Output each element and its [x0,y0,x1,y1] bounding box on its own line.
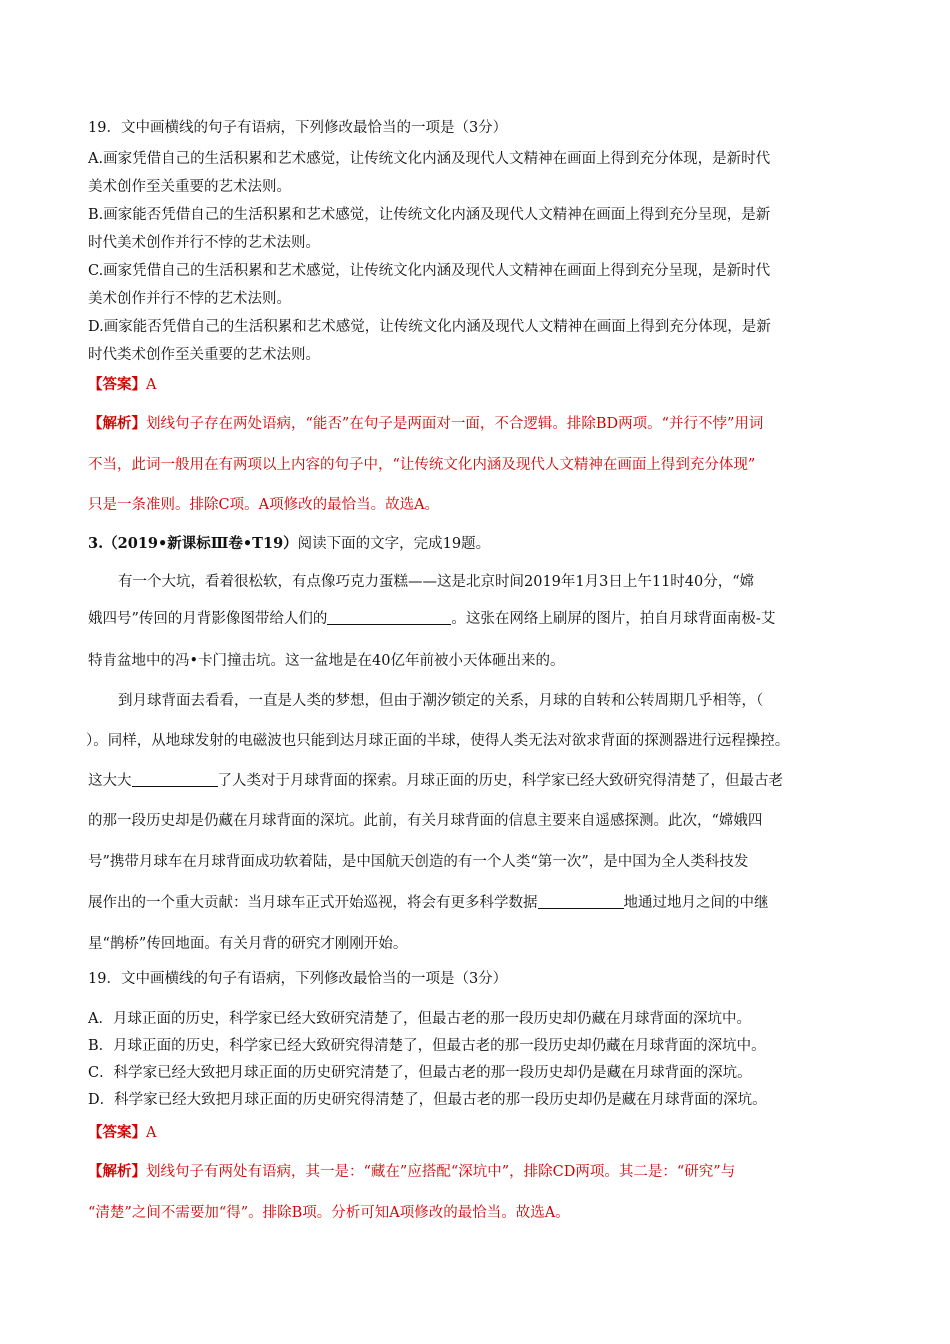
passage-p2-line-4: 的那一段历史却是仍藏在月球背面的深坑。此前，有关月球背面的信息主要来自遥感探测。此次，“嫦娥四 [88,813,763,829]
answer-label-2: 【答案】 [88,1124,146,1141]
option-c-2: C．科学家已经大致把月球正面的历史研究清楚了，但最古老的那一段历史却仍是藏在月球背面的深坑。 [88,1065,752,1081]
option-d-line-2: 时代类术创作至关重要的艺术法则。 [88,347,320,363]
passage-text: 了人类对于月球背面的探索。月球正面的历史，科学家已经大致研究得清楚了，但最古老 [217,773,783,789]
fill-blank-2 [132,772,218,787]
analysis-line-1 [88,414,763,434]
option-c-line-1: C.画家凭借自己的生活积累和艺术感觉，让传统文化内涵及现代人文精神在画面上得到充分呈现，是新时代 [88,263,771,279]
answer-line [88,375,156,395]
passage-p2-line-1: 到月球背面去看看，一直是人类的梦想，但由于潮汐锁定的关系，月球的自转和公转周期几乎相等，（ [118,693,764,709]
option-a-2: A．月球正面的历史，科学家已经大致研究清楚了，但最古老的那一段历史却仍藏在月球背面的深坑中。 [88,1011,751,1027]
option-b-line-2: 时代美术创作并行不悖的艺术法则。 [88,235,320,251]
analysis-2-line-2: “清楚”之间不需要加“得”。排除B项。分析可知A项修改的最恰当。故选A。 [88,1205,570,1221]
passage-text: 。这张在网络上刷屏的图片，拍自月球背面南极-艾 [451,611,776,627]
question-19-stem: 19．文中画横线的句子有语病，下列修改最恰当的一项是（3分） [88,120,508,136]
passage-p2-line-3 [88,771,783,791]
option-d-line-1: D.画家能否凭借自己的生活积累和艺术感觉，让传统文化内涵及现代人文精神在画面上得到充分体现，是新 [88,319,771,335]
analysis-line-3: 只是一条准则。排除C项。A项修改的最恰当。故选A。 [88,497,440,513]
answer-value: A [146,377,157,393]
option-b-2: B．月球正面的历史，科学家已经大致研究得清楚了，但最古老的那一段历史却仍藏在月球背面的深坑中。 [88,1038,766,1054]
answer-line-2 [88,1123,156,1143]
passage-p2-line-6 [88,893,769,913]
analysis-label: 【解析】 [88,415,146,432]
passage-p1-line-1: 有一个大坑，看着很松软，有点像巧克力蛋糕——这是北京时间2019年1月3日上午11时40分，“嫦 [118,574,755,590]
passage-p1-line-3: 特肯盆地中的冯•卡门撞击坑。这一盆地是在40亿年前被小天体砸出来的。 [88,653,565,669]
option-a-line-1: A.画家凭借自己的生活积累和艺术感觉，让传统文化内涵及现代人文精神在画面上得到充分体现，是新时代 [88,151,771,167]
option-b-line-1: B.画家能否凭借自己的生活积累和艺术感觉，让传统文化内涵及现代人文精神在画面上得到充分呈现，是新 [88,207,771,223]
section-heading [88,534,490,554]
passage-text: 这大大 [88,773,132,789]
passage-p1-line-2 [88,609,775,629]
section-heading-instruction: 阅读下面的文字，完成19题。 [297,536,491,552]
passage-p2-line-5: 号”携带月球车在月球背面成功软着陆，是中国航天创造的有一个人类“第一次”，是中国为全人类科技发 [88,854,749,870]
fill-blank-1 [327,610,451,625]
analysis-line-2: 不当，此词一般用在有两项以上内容的句子中，“让传统文化内涵及现代人文精神在画面上得到充分体现” [88,457,756,473]
passage-p2-line-2: ）。同样，从地球发射的电磁波也只能到达月球正面的半球，使得人类无法对欲求背面的探测器进行远程操控。 [86,733,790,749]
answer-label: 【答案】 [88,376,146,393]
option-c-line-2: 美术创作并行不悖的艺术法则。 [88,291,291,307]
question-19-stem-2: 19．文中画横线的句子有语病，下列修改最恰当的一项是（3分） [88,971,508,987]
analysis-label-2: 【解析】 [88,1163,146,1180]
fill-blank-3 [538,894,624,909]
analysis-text-1: 划线句子存在两处语病，“能否”在句子是两面对一面，不合逻辑。排除BD两项。“并行不悖”用词 [146,416,764,432]
section-heading-source: 3.（2019•新课标Ⅲ卷•T19） [88,535,298,552]
passage-text: 地通过地月之间的中继 [623,895,769,911]
answer-value-2: A [146,1125,157,1141]
passage-text: 展作出的一个重大贡献：当月球车正式开始巡视，将会有更多科学数据 [88,895,538,911]
option-a-line-2: 美术创作至关重要的艺术法则。 [88,179,291,195]
passage-text: 娥四号”传回的月背影像图带给人们的 [88,611,328,627]
option-d-2: D．科学家已经大致把月球正面的历史研究得清楚了，但最古老的那一段历史却仍是藏在月球背面的深坑。 [88,1092,767,1108]
analysis-2-line-1 [88,1162,735,1182]
analysis-2-text-1: 划线句子有两处有语病，其一是：“藏在”应搭配“深坑中”，排除CD两项。其二是：“研究”与 [146,1164,736,1180]
passage-p2-line-7: 星“鹊桥”传回地面。有关月背的研究才刚刚开始。 [88,936,408,952]
